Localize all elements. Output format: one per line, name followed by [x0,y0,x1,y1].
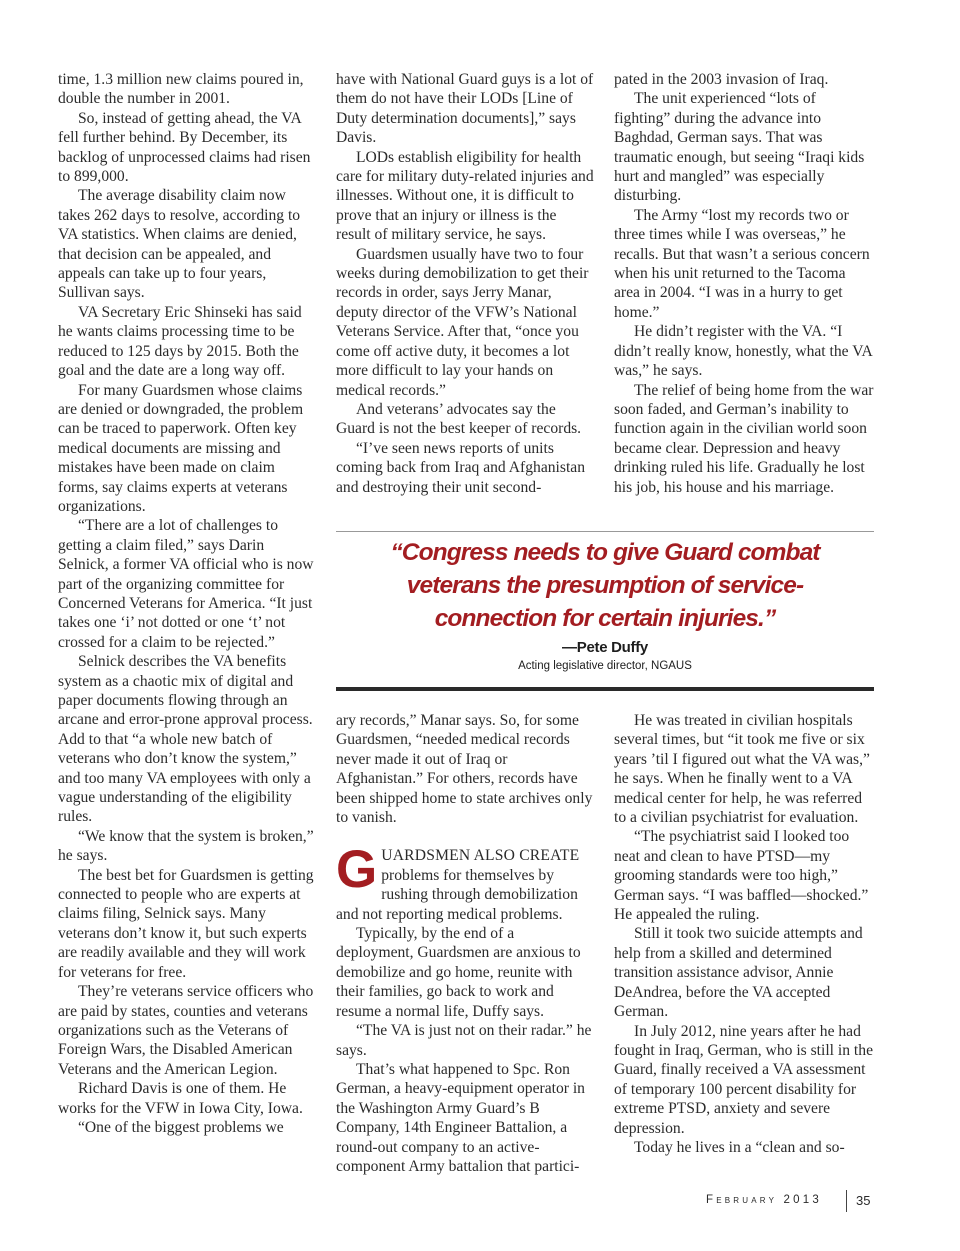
pullquote-top-rule [336,531,874,532]
paragraph: Typically, by the end of a deployment, Guardsmen are anxious to demobilize and go home, reunite with their families, go back to work and resume a normal life, Duffy says. [336,925,581,1020]
paragraph: Today he lives in a “clean and so- [634,1138,845,1156]
paragraph: time, 1.3 million new claims poured in, double the number in 2001. [58,71,304,108]
page-number: 35 [856,1193,871,1208]
pullquote [336,536,874,672]
paragraph: “There are a lot of challenges to getting a claim filed,” says Darin Selnick, a former VA official who is now part of the organizing committee for Concerned Veterans for America. “It just takes one ‘i’ not dotted or one ‘t’ not crossed for a claim to be rejected.” [58,517,314,651]
article-column-3 [614,70,874,497]
article-column-2-lower [336,711,594,1176]
pullquote-text: “Congress needs to give Guard combat veterans the presumption of service-connection for certain injuries.” [390,539,820,632]
paragraph: That’s what happened to Spc. Ron German, a heavy-equipment operator in the Washington Army Guard’s B Company, 14th Engineer Battalion, a round-out company to an active-component Army battalion that partici- [336,1060,585,1175]
paragraph: The average disability claim now takes 262 days to resolve, according to VA statistics. When claims are denied, that decision can be appealed, and appeals can take up to four years, Sullivan says. [58,187,301,302]
pullquote-bottom-rule [336,687,874,691]
paragraph: Selnick describes the VA benefits system as a chaotic mix of digital and paper documents flowing through an arcane and error-prone approval process. Add to that “a whole new batch of veterans who don’t know the system,” and too many VA employees with only a vague understanding of the eligibility rules. [58,653,313,826]
paragraph: VA Secretary Eric Shinseki has said he wants claims processing time to be reduced to 125 days by 2015. Both the goal and the date are a long way off. [58,303,302,380]
paragraph: The best bet for Guardsmen is getting connected to people who are experts at claims filing, Selnick says. Many veterans don’t know it, but such experts are readily available and they will work for veterans for free. [58,866,314,981]
dropcap-letter: G [336,840,378,900]
article-column-1 [58,70,318,1137]
paragraph: The relief of being home from the war soon faded, and German’s inability to function again in the civilian world soon became clear. Depression and heavy drinking ruled his life. Gradually he lost his job, his house and his marriage. [614,381,874,496]
paragraph: And veterans’ advocates say the Guard is not the best keeper of records. [336,400,582,438]
paragraph: “I’ve seen news reports of units coming back from Iraq and Afghanistan and destroying their unit second- [336,439,585,496]
paragraph: They’re veterans service officers who are paid by states, counties and veterans organizations such as the Veterans of Foreign Wars, the Disabled American Veterans and the American Legion. [58,983,314,1078]
paragraph: “The VA is just not on their radar.” he says. [336,1022,592,1059]
pullquote-attribution-title: Acting legislative director, NGAUS [518,660,692,672]
dropcap-paragraph [336,840,594,924]
paragraph: pated in the 2003 invasion of Iraq. [614,71,829,88]
paragraph: He didn’t register with the VA. “I didn’t really know, honestly, what the VA was,” he says. [614,323,872,380]
paragraph: Richard Davis is one of them. He works for the VFW in Iowa City, Iowa. [58,1080,303,1117]
paragraph: LODs establish eligibility for health care for military duty-related injuries and illnesses. Without one, it is difficult to prove that an injury or illness is the result of military service, he says. [336,148,594,244]
paragraph: Guardsmen usually have two to four weeks during demobilization to get their records in order, says Jerry Manar, deputy director of the VFW’s National Veterans Service. After that, “once you come off active duty, it becomes a lot more difficult to lay your hands on medical records.” [336,245,589,399]
paragraph: have with National Guard guys is a lot of them do not have their LODs [Line of Duty determination documents],” says Davis. [336,71,594,147]
footer-issue-date: February 2013 [706,1194,822,1206]
paragraph: For many Guardsmen whose claims are denied or downgraded, the problem can be traced to paperwork. Often key medical documents are missing and mistakes have been made on claim forms, say claims experts at veterans organizations. [58,381,304,515]
paragraph: “One of the biggest problems we [78,1118,284,1136]
paragraph: ary records,” Manar says. So, for some Guardsmen, “needed medical records never made it out of Iraq or Afghanistan.” For others, records have been shipped home to state archives only to vanish. [336,712,593,827]
paragraph: So, instead of getting ahead, the VA fell further behind. By December, its backlog of unprocessed claims had risen to 899,000. [58,109,311,186]
dropcap-lead-in: UARDSMEN ALSO CREATE [381,847,580,865]
paragraph: “The psychiatrist said I looked too neat and clean to have PTSD—my grooming standards were too high,” German says. “I was baffled—shocked.” He appealed the ruling. [614,828,869,924]
article-column-3-lower [614,711,874,1157]
paragraph: Still it took two suicide attempts and help from a skilled and determined transition assistance advisor, Annie DeAndrea, before the VA accepted German. [614,925,863,1021]
article-column-2 [336,70,594,497]
dropcap-paragraph-text: problems for themselves by rushing through demobilization and not reporting medical problems. [336,866,578,923]
paragraph: In July 2012, nine years after he had fought in Iraq, German, who is still in the Guard, finally received a VA assessment of temporary 100 percent disability for extreme PTSD, anxiety and severe depression. [614,1022,873,1137]
footer-divider [846,1190,847,1212]
paragraph: The unit experienced “lots of fighting” during the advance into Baghdad, German says. That was traumatic enough, but seeing “Iraqi kids hurt and mangled” was especially disturbing. [614,90,865,205]
pullquote-attribution-name: —Pete Duffy [562,639,648,656]
paragraph: He was treated in civilian hospitals several times, but “it took me five or six years ’til I figured out what the VA was,” he says. When he finally went to a VA medical center for help, he was referred to a civilian psychiatrist for evaluation. [614,712,870,827]
paragraph: “We know that the system is broken,” he says. [58,827,314,865]
paragraph: The Army “lost my records two or three times while I was overseas,” he recalls. But that wasn’t a serious concern when his unit returned to the Tacoma area in 2004. “I was in a hurry to get home.” [614,206,870,321]
